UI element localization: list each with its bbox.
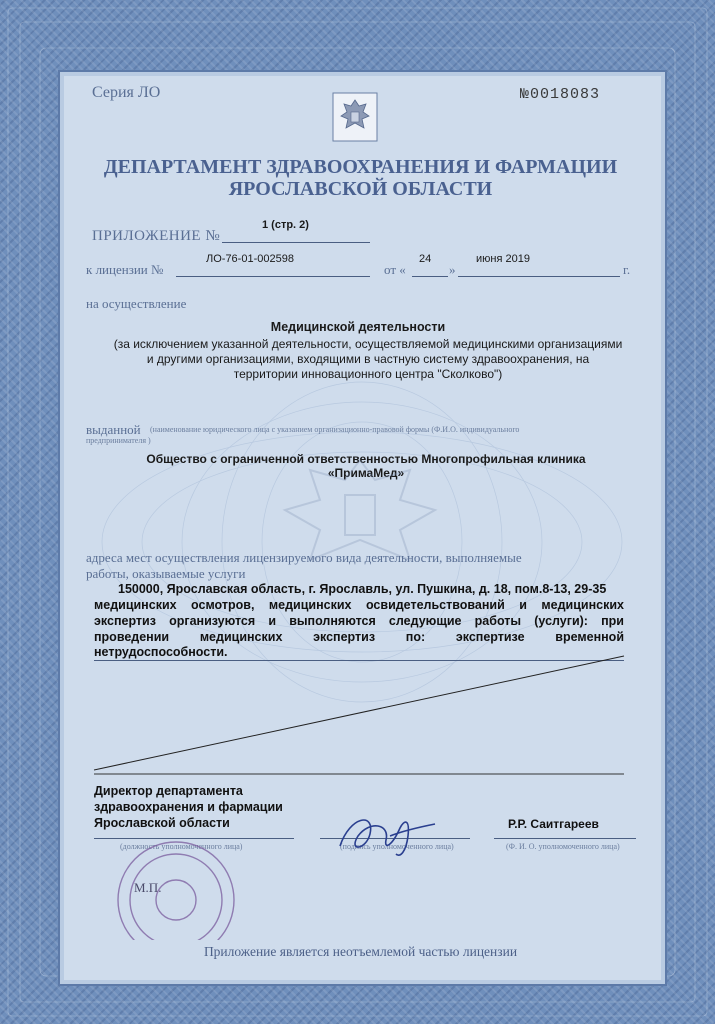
caption-position: (должность уполномоченного лица) [120, 842, 243, 851]
stamp-place-label: М.П. [134, 880, 162, 895]
handwritten-signature [330, 806, 440, 862]
signer-position-line2: здравоохранения и фармации [94, 800, 283, 814]
license-underline [176, 276, 370, 277]
series-label: Серия ЛО [92, 84, 161, 101]
department-title-line1: ДЕПАРТАМЕНТ ЗДРАВООХРАНЕНИЯ И ФАРМАЦИИ [103, 156, 618, 178]
license-number: ЛО-76-01-002598 [206, 253, 294, 265]
date-from-label: от « [384, 262, 406, 277]
activity-description-line3: территории инновационного центра "Сколково") [233, 367, 503, 381]
activity-description-line1: (за исключением указанной деятельности, осуществляемой медицинскими организациями [113, 337, 623, 351]
services-line4: нетрудоспособности. [94, 645, 228, 659]
activity-title: Медицинской деятельности [270, 320, 446, 334]
license-label: к лицензии № [86, 262, 164, 277]
date-quote-close: » [449, 262, 456, 277]
month-underline [458, 276, 620, 277]
organization-name-line2: «ПримаМед» [327, 466, 405, 480]
appendix-number: 1 (стр. 2) [262, 219, 309, 231]
signer-name: Р.Р. Саитгареев [508, 817, 599, 831]
issued-hint-line2: предпринимателя ) [86, 436, 151, 445]
appendix-label: ПРИЛОЖЕНИЕ № [92, 228, 221, 244]
address-line: 150000, Ярославская область, г. Ярославль, ул. Пушкина, д. 18, пом.8-13, 29-35 [118, 582, 607, 596]
issued-hint-line1: (наименование юридического лица с указанием организационно-правовой формы (Ф.И.О. индивидуального [150, 425, 520, 434]
caption-signature: (подпись уполномоченного лица) [340, 842, 454, 851]
form-number: №0018083 [520, 86, 601, 103]
signer-position-line3: Ярославской области [94, 816, 230, 830]
issued-label: выданной [86, 422, 141, 437]
address-label-line2: работы, оказываемые услуги [86, 566, 246, 581]
appendix-underline [222, 242, 370, 243]
footer-note: Приложение является неотъемлемой частью лицензии [203, 944, 518, 959]
signer-position-line1: Директор департамента [94, 784, 243, 798]
coat-of-arms-icon [332, 92, 378, 142]
department-title-line2: ЯРОСЛАВСКОЙ ОБЛАСТИ [228, 178, 493, 200]
strikeout-lines [86, 652, 631, 782]
official-seal-stamp [96, 830, 246, 940]
day-underline [412, 276, 448, 277]
services-line2: экспертиз организуются и выполняются следующие работы (услуги): при [94, 614, 624, 628]
license-month-year: июня 2019 [476, 253, 530, 265]
activity-description-line2: и другими организациями, входящими в частную систему здравоохранения, на [146, 352, 590, 366]
organization-name-line1: Общество с ограниченной ответственностью Многопрофильная клиника [146, 452, 586, 466]
services-line1: медицинских осмотров, медицинских освидетельствований и медицинских [94, 598, 624, 612]
license-day: 24 [419, 253, 432, 265]
services-line3: проведении медицинских экспертиз по: экспертизе временной [94, 630, 624, 644]
address-label-line1: адреса мест осуществления лицензируемого вида деятельности, выполняемые [86, 550, 522, 565]
activity-label: на осуществление [86, 296, 187, 311]
year-suffix: г. [623, 262, 631, 277]
name-underline [494, 838, 636, 839]
caption-name: (Ф. И. О. уполномоченного лица) [506, 842, 620, 851]
